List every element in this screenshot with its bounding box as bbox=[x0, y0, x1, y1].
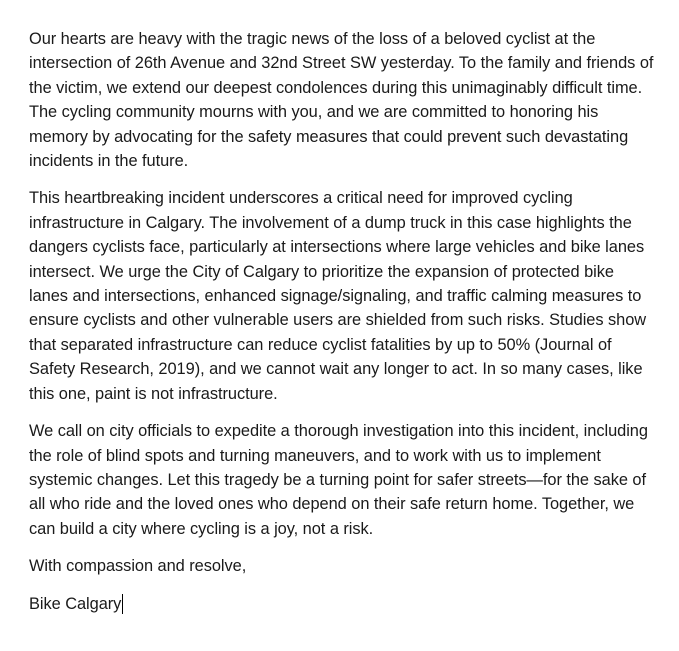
paragraph-call-to-action: We call on city officials to expedite a thorough investigation into this incident, including the role of blind spots and turning maneuvers, and to work with us to implement systemic changes. Let this tragedy be a turning point for safer streets—for the sake of all who ride and the loved ones who depend on their safe return home. Together, we can build a city where cycling is a joy, not a risk. bbox=[29, 422, 648, 538]
text-cursor bbox=[122, 594, 123, 614]
paragraph-infrastructure: This heartbreaking incident underscores a critical need for improved cycling infrastructure in Calgary. The involvement of a dump truck in this case highlights the dangers cyclists face, particularly at intersections where large vehicles and bike lanes intersect. We urge the City of Calgary to prioritize the expansion of protected bike lanes and intersections, enhanced signage/signaling, and traffic calming measures to ensure cyclists and other vulnerable users are shielded from such risks. Studies show that separated infrastructure can reduce cyclist fatalities by up to 50% (Journal of Safety Research, 2019), and we cannot wait any longer to act. In so many cases, like this one, paint is not infrastructure. bbox=[29, 189, 647, 403]
signature-line bbox=[29, 592, 123, 616]
signature-text: Bike Calgary bbox=[29, 594, 122, 613]
paragraph-condolences: Our hearts are heavy with the tragic news of the loss of a beloved cyclist at the intersection of 26th Avenue and 32nd Street SW yesterday. To the family and friends of the victim, we extend our deepest condolences during this unimaginably difficult time. The cycling community mourns with you, and we are committed to honoring his memory by advocating for the safety measures that could prevent such devastating incidents in the future. bbox=[29, 30, 654, 171]
signature-paragraph bbox=[29, 592, 657, 616]
closing-line: With compassion and resolve, bbox=[29, 557, 247, 576]
